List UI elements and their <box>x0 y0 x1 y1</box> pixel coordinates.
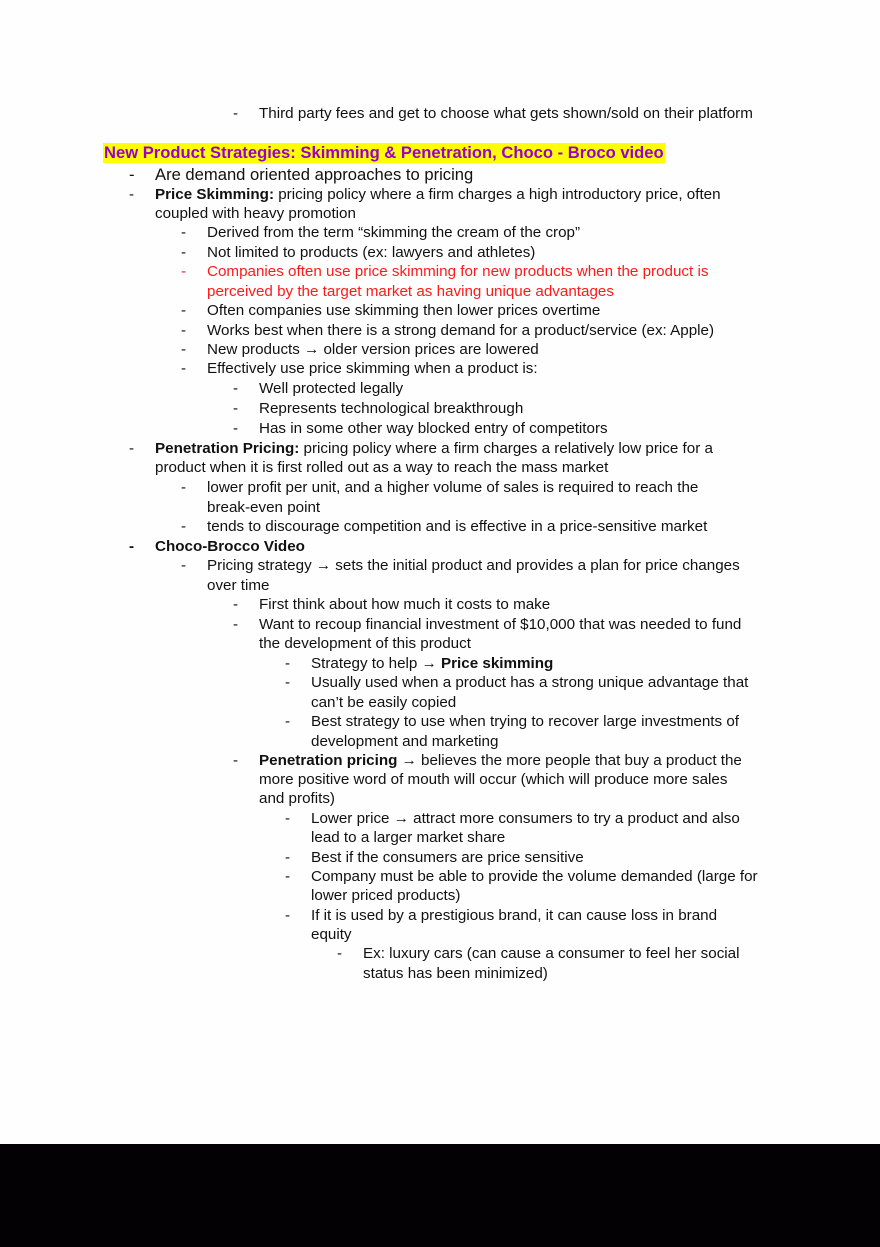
bullet-dash: - <box>181 244 187 261</box>
bullet-dash: - <box>129 538 135 555</box>
bullet-dash: - <box>129 440 135 457</box>
bullet-dash: - <box>129 165 135 184</box>
list-item-continuation: development and marketing <box>311 733 499 750</box>
list-item-continuation: lower priced products) <box>311 887 461 904</box>
list-item: Pricing strategy → sets the initial product and provides a plan for price changes <box>207 557 740 574</box>
list-item-continuation: over time <box>207 577 270 594</box>
list-item: Best if the consumers are price sensitive <box>311 849 584 866</box>
bullet-dash: - <box>285 849 291 866</box>
list-item <box>155 439 713 459</box>
bullet-dash: - <box>285 655 291 672</box>
list-item-continuation: equity <box>311 926 352 943</box>
list-item-emphasis: Companies often use price skimming for new products when the product is <box>207 263 709 280</box>
list-item: Well protected legally <box>259 380 404 397</box>
list-item: Ex: luxury cars (can cause a consumer to feel her social <box>363 945 740 962</box>
term-label: Price skimming <box>441 655 554 672</box>
list-item-continuation: product when it is first rolled out as a way to reach the mass market <box>155 459 609 476</box>
list-item-continuation: the development of this product <box>259 635 471 652</box>
list-item: If it is used by a prestigious brand, it can cause loss in brand <box>311 907 718 924</box>
list-item-title: Choco-Brocco Video <box>155 538 305 555</box>
section-heading: New Product Strategies: Skimming & Penetration, Choco - Broco video <box>104 143 664 162</box>
list-item-continuation: status has been minimized) <box>363 965 548 982</box>
bullet-dash: - <box>285 907 291 924</box>
bullet-dash: - <box>233 616 239 633</box>
bullet-dash: - <box>337 945 343 962</box>
bullet-dash: - <box>181 322 187 339</box>
bullet-dash: - <box>181 341 187 358</box>
bullet-dash: - <box>181 479 187 496</box>
bullet-dash: - <box>181 224 187 241</box>
list-item: lower profit per unit, and a higher volume of sales is required to reach the <box>207 479 699 496</box>
bullet-dash: - <box>181 557 187 574</box>
item-text: → believes the more people that buy a product the <box>397 752 742 769</box>
list-item: Are demand oriented approaches to pricing <box>155 165 474 184</box>
bullet-dash: - <box>233 400 239 417</box>
term-label: Price Skimming: <box>155 186 275 203</box>
list-item: Works best when there is a strong demand for a product/service (ex: Apple) <box>207 322 715 339</box>
bullet-dash: - <box>285 713 291 730</box>
list-item-continuation: perceived by the target market as having unique advantages <box>207 283 614 300</box>
list-item: Best strategy to use when trying to recover large investments of <box>311 713 739 730</box>
list-item: tends to discourage competition and is effective in a price-sensitive market <box>207 518 708 535</box>
list-item: Not limited to products (ex: lawyers and athletes) <box>207 244 536 261</box>
bullet-dash: - <box>233 380 239 397</box>
bullet-dash: - <box>181 360 187 377</box>
term-label: Penetration pricing <box>259 752 398 769</box>
bullet-dash: - <box>233 596 239 613</box>
list-item-continuation: can’t be easily copied <box>311 694 457 711</box>
list-item-continuation: more positive word of mouth will occur (which will produce more sales <box>259 771 728 788</box>
list-item: Often companies use skimming then lower prices overtime <box>207 302 601 319</box>
definition-text: pricing policy where a firm charges a relatively low price for a <box>299 440 713 457</box>
list-item <box>311 654 553 674</box>
list-item-continuation: coupled with heavy promotion <box>155 205 356 222</box>
list-item: Represents technological breakthrough <box>259 400 524 417</box>
list-item: Effectively use price skimming when a product is: <box>207 360 538 377</box>
list-item: Lower price → attract more consumers to try a product and also <box>311 810 740 827</box>
bullet-dash: - <box>233 420 239 437</box>
list-item-continuation: break-even point <box>207 499 321 516</box>
definition-text: pricing policy where a firm charges a high introductory price, often <box>274 186 721 203</box>
bullet-dash: - <box>233 752 239 769</box>
list-item-continuation: lead to a larger market share <box>311 829 506 846</box>
viewer-bottom-bar <box>0 1144 880 1247</box>
term-label: Penetration Pricing: <box>155 440 300 457</box>
bullet-dash: - <box>181 263 187 280</box>
list-item: Company must be able to provide the volume demanded (large for <box>311 868 758 885</box>
list-item: Third party fees and get to choose what gets shown/sold on their platform <box>259 105 753 122</box>
bullet-dash: - <box>285 868 291 885</box>
list-item: Want to recoup financial investment of $10,000 that was needed to fund <box>259 616 742 633</box>
item-text: Strategy to help → <box>311 655 442 672</box>
bullet-dash: - <box>129 186 135 203</box>
list-item: Derived from the term “skimming the cream of the crop” <box>207 224 581 241</box>
list-item: New products → older version prices are lowered <box>207 341 539 358</box>
list-item-continuation: and profits) <box>259 790 335 807</box>
list-item: First think about how much it costs to make <box>259 596 551 613</box>
list-item: Usually used when a product has a strong unique advantage that <box>311 674 749 691</box>
bullet-dash: - <box>285 674 291 691</box>
list-item: Has in some other way blocked entry of competitors <box>259 420 608 437</box>
bullet-dash: - <box>181 302 187 319</box>
bullet-dash: - <box>181 518 187 535</box>
bullet-dash: - <box>233 105 239 122</box>
list-item <box>155 185 721 205</box>
bullet-dash: - <box>285 810 291 827</box>
list-item <box>259 751 742 771</box>
